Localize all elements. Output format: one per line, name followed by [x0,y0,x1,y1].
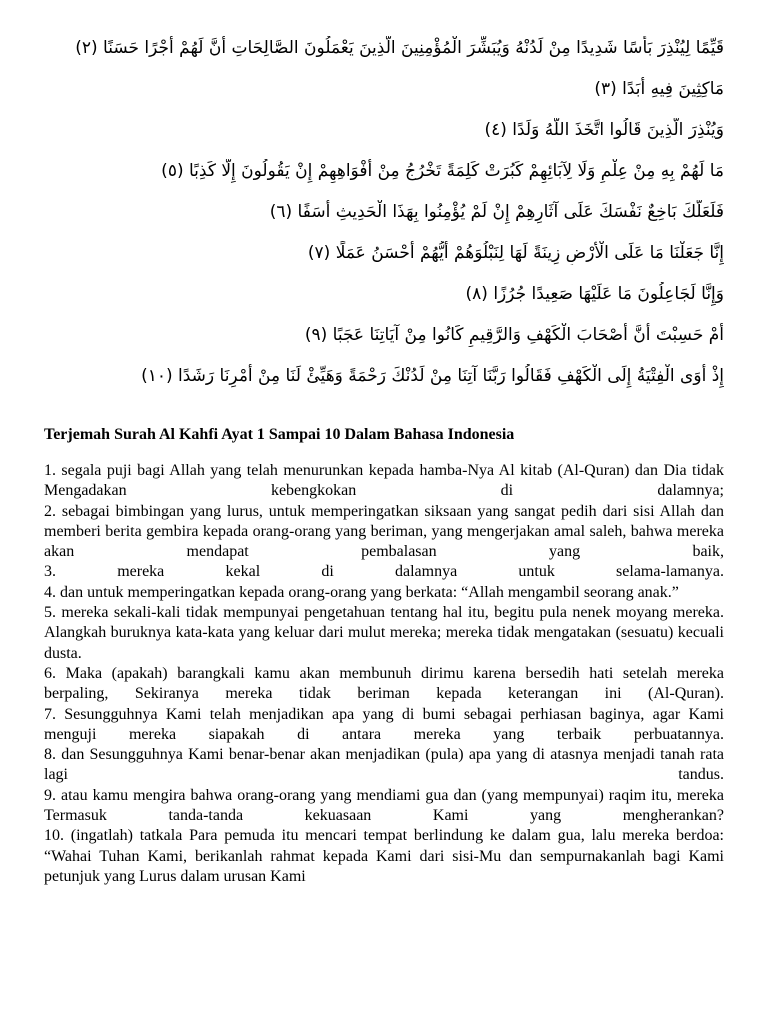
translation-verse-3: 3. mereka kekal di dalamnya untuk selama-lamanya. [44,563,724,581]
translation-verse-6: 6. Maka (apakah) barangkali kamu akan membunuh dirimu karena bersedih hati setelah mereka berpaling, Sekiranya mereka tidak beriman kepada keterangan ini (Al-Quran). [44,664,724,703]
arabic-ayah-8: وَإِنَّا لَجَاعِلُونَ مَا عَلَيْهَا صَعِيدًا جُرُزًا (٨) [465,284,724,304]
arabic-ayah-9: أَمْ حَسِبْتَ أَنَّ أَصْحَابَ الْكَهْفِ وَالرَّقِيمِ كَانُوا مِنْ آيَاتِنَا عَجَبًا (٩) [304,325,724,345]
arabic-ayah-3: مَاكِثِينَ فِيهِ أَبَدًا (٣) [594,79,724,99]
translation-verse-2: 2. sebagai bimbingan yang lurus, untuk memperingatkan siksaan yang sangat pedih dari sisi Allah dan memberi berita gembira kepada orang-orang yang beriman, yang mengerjakan amal saleh, bahwa mereka akan mendapat pembalasan yang baik, [44,502,724,561]
translation-heading: Terjemah Surah Al Kahfi Ayat 1 Sampai 10 Dalam Bahasa Indonesia [44,426,515,443]
translation-verse-7: 7. Sesungguhnya Kami telah menjadikan apa yang di bumi sebagai perhiasan baginya, agar Kami menguji mereka siapakah di antara mereka yang terbaik perbuatannya. [44,705,724,743]
arabic-ayah-5: مَا لَهُمْ بِهِ مِنْ عِلْمٍ وَلَا لِآبَائِهِمْ كَبُرَتْ كَلِمَةً تَخْرُجُ مِنْ أَفْوَاهِهِمْ إِنْ يَقُولُونَ إِلَّا كَذِبًا (٥) [161,161,724,181]
translation-list [44,461,724,887]
arabic-ayah-6: فَلَعَلَّكَ بَاخِعٌ نَفْسَكَ عَلَى آثَارِهِمْ إِنْ لَمْ يُؤْمِنُوا بِهَذَا الْحَدِيثِ أَسَفًا (٦) [269,202,724,222]
translation-verse-8: 8. dan Sesungguhnya Kami benar-benar akan menjadikan (pula) apa yang di atasnya menjadi tanah rata lagi tandus. [44,746,724,784]
translation-verse-10: 10. (ingatlah) tatkala Para pemuda itu mencari tempat berlindung ke dalam gua, lalu mereka berdoa: “Wahai Tuhan Kami, berikanlah rahmat kepada Kami dari sisi-Mu dan sempurnakanlah bagi Kami petunjuk yang Lurus dalam urusan Kami [44,827,724,885]
translation-verse-4: 4. dan untuk memperingatkan kepada orang-orang yang berkata: “Allah mengambil seorang anak.” [44,583,679,601]
translation-verse-1: 1. segala puji bagi Allah yang telah menurunkan kepada hamba-Nya Al kitab (Al-Quran) dan Dia tidak Mengadakan kebengkokan di dalamnya; [44,462,724,500]
arabic-ayah-2: قَيِّمًا لِيُنْذِرَ بَأْسًا شَدِيدًا مِنْ لَدُنْهُ وَيُبَشِّرَ الْمُؤْمِنِينَ الَّذِينَ يَعْمَلُونَ الصَّالِحَاتِ أَنَّ لَهُمْ أَجْرًا حَسَنًا (٢) [75,38,724,58]
translation-verse-9: 9. atau kamu mengira bahwa orang-orang yang mendiami gua dan (yang mempunyai) raqim itu, mereka Termasuk tanda-tanda kekuasaan Kami yang mengherankan? [44,786,724,825]
arabic-ayah-4: وَيُنْذِرَ الَّذِينَ قَالُوا اتَّخَذَ اللَّهُ وَلَدًا (٤) [484,120,724,140]
arabic-ayah-7: إِنَّا جَعَلْنَا مَا عَلَى الْأَرْضِ زِينَةً لَهَا لِنَبْلُوَهُمْ أَيُّهُمْ أَحْسَنُ عَمَلًا (٧) [307,243,724,263]
arabic-ayah-10: إِذْ أَوَى الْفِتْيَةُ إِلَى الْكَهْفِ فَقَالُوا رَبَّنَا آتِنَا مِنْ لَدُنْكَ رَحْمَةً وَهَيِّئْ لَنَا مِنْ أَمْرِنَا رَشَدًا (١٠) [141,366,724,386]
translation-verse-5: 5. mereka sekali-kali tidak mempunyai pengetahuan tentang hal itu, begitu pula nenek moyang mereka. Alangkah buruknya kata-kata yang keluar dari mulut mereka; mereka tidak mengatakan (sesuatu) kecuali dusta. [44,604,724,662]
arabic-verses [44,36,724,405]
